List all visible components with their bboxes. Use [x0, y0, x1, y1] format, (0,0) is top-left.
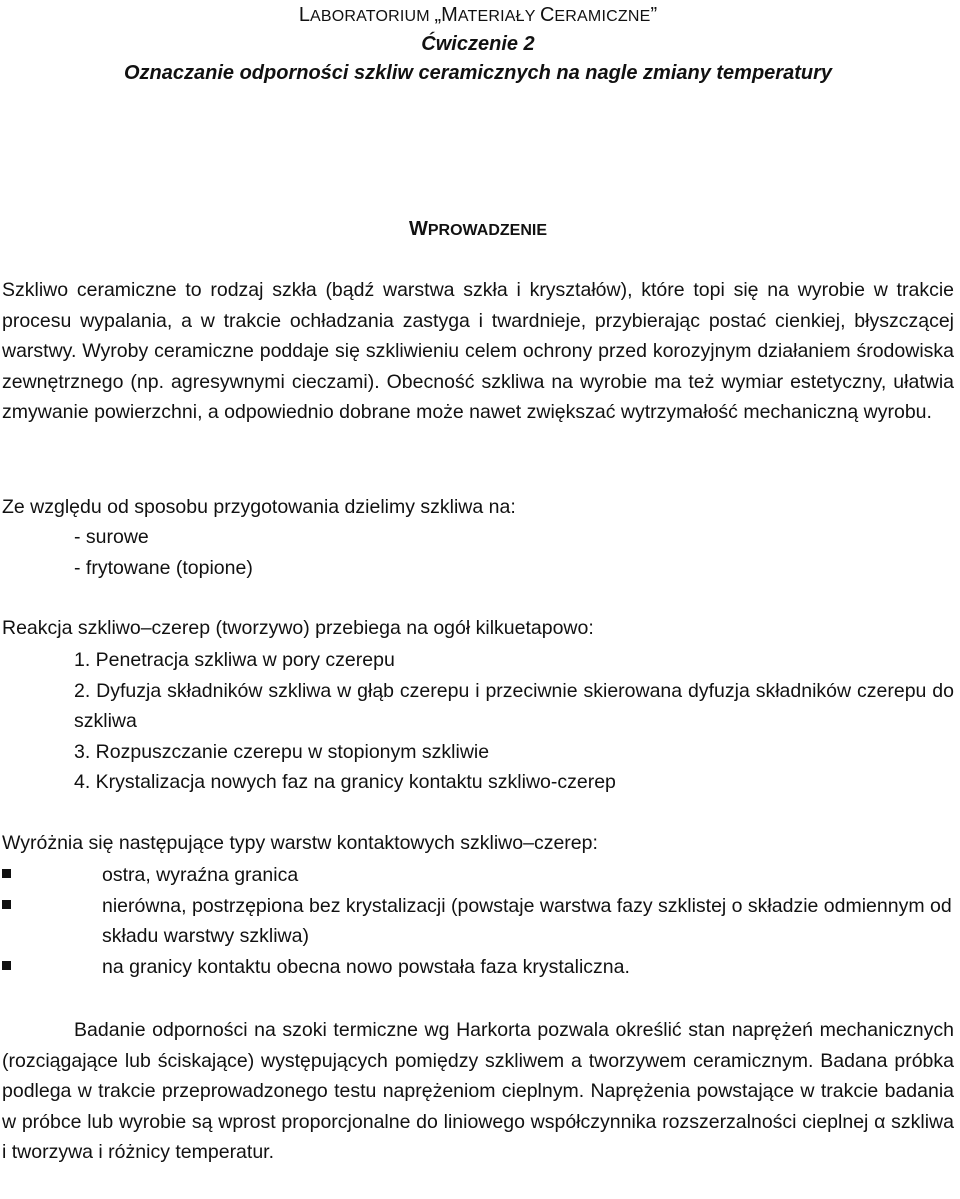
section-heading-initial: W — [408, 218, 428, 240]
square-bullet-icon — [2, 869, 11, 878]
square-bullet-icon — [2, 961, 11, 970]
reaction-step-item: 1. Penetracja szkliwa w pory czerepu — [74, 649, 395, 671]
lab-quote-close: ” — [650, 4, 658, 26]
document-title: Oznaczanie odporności szkliw ceramicznych na nagle zmiany temperatury — [123, 62, 832, 84]
exercise-number: Ćwiczenie 2 — [421, 33, 535, 55]
reaction-steps-list — [74, 645, 954, 798]
reaction-step-item: 2. Dyfuzja składników szkliwa w głąb czerepu i przeciwnie skierowana dyfuzja składników czerepu do szkliwa — [74, 679, 954, 732]
reaction-step-item: 3. Rozpuszczanie czerepu w stopionym szkliwie — [74, 740, 490, 763]
lab-word-2: ATERIAŁY — [457, 8, 540, 25]
contact-layer-item — [2, 891, 954, 952]
lab-word-1: ABORATORIUM — [309, 8, 435, 25]
harkort-test-paragraph: Badanie odporności na szoki termiczne wg Harkorta pozwala określić stan naprężeń mechanicznych (rozciągające lub ściskające) występujących pomiędzy szkliwem a tworzywem ceramicznym. Badana próbka podlega w trakcie przeprowadzonego testu naprężeniom cieplnym. Naprężenia powstające w trakcie badania w próbce lub wyrobie są wprost proporcjonalne do liniowego współczynnika rozszerzalności cieplnej α szkliwa i tworzywa i różnicy temperatur. — [2, 1019, 954, 1163]
lab-letter-c: C — [539, 4, 555, 26]
glaze-type-item: - surowe — [74, 526, 149, 548]
contact-layer-text: nierówna, postrzępiona bez krystalizacji (powstaje warstwa fazy szklistej o składzie odmiennym od składu warstwy szkliwa) — [102, 894, 952, 947]
glaze-type-item: - frytowane (topione) — [74, 557, 253, 579]
contact-layers-list — [2, 860, 954, 982]
lab-word-3: ERAMICZNE — [554, 8, 651, 25]
glaze-types-intro: Ze względu od sposobu przygotowania dzielimy szkliwa na: — [2, 496, 516, 518]
laboratory-header — [0, 2, 956, 30]
lab-letter-m: M — [441, 4, 458, 26]
contact-layer-text: ostra, wyraźna granica — [102, 864, 299, 886]
contact-layer-item — [2, 860, 954, 891]
section-heading — [0, 216, 956, 244]
reaction-step-item: 4. Krystalizacja nowych faz na granicy kontaktu szkliwo-czerep — [74, 771, 616, 793]
contact-layer-item — [2, 952, 954, 983]
intro-paragraph: Szkliwo ceramiczne to rodzaj szkła (bądź warstwa szkła i kryształów), które topi się na wyrobie w trakcie procesu wypalania, a w trakcie ochładzania zastyga i twardnieje, przybierając postać cienkiej, błyszczącej warstwy. Wyroby ceramiczne poddaje się szkliwieniu celem ochrony przed korozyjnym działaniem środowiska zewnętrznego (np. agresywnymi cieczami). Obecność szkliwa na wyrobie ma też wymiar estetyczny, ułatwia zmywanie powierzchni, a odpowiednio dobrane może nawet zwiększać wytrzymałość mechaniczną wyrobu. — [2, 279, 954, 423]
square-bullet-icon — [2, 900, 11, 909]
section-heading-rest: PROWADZENIE — [427, 222, 547, 239]
contact-layer-text: na granicy kontaktu obecna nowo powstała faza krystaliczna. — [102, 955, 630, 978]
contact-layers-intro: Wyróżnia się następujące typy warstw kontaktowych szkliwo–czerep: — [2, 832, 598, 854]
reaction-intro: Reakcja szkliwo–czerep (tworzywo) przebiega na ogół kilkuetapowo: — [2, 617, 594, 639]
lab-quote-open: „ — [434, 4, 442, 26]
lab-letter-l: L — [298, 4, 310, 26]
